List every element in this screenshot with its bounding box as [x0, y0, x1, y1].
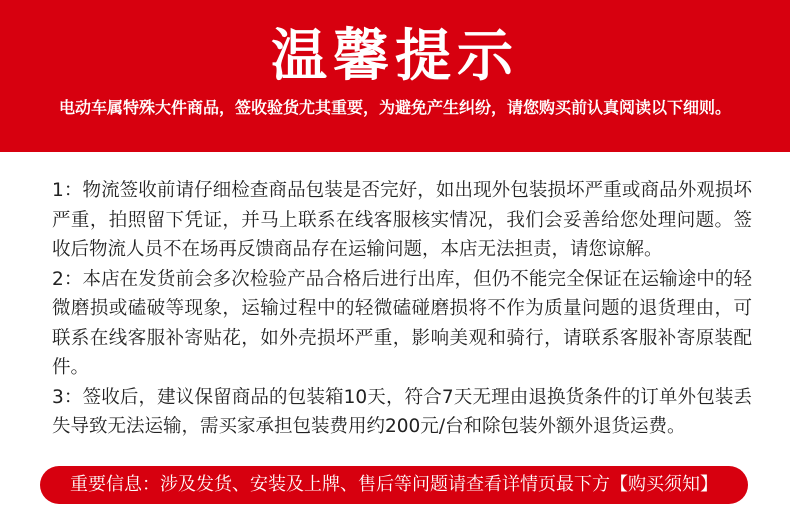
- important-info-banner: 重要信息：涉及发货、安装及上牌、售后等问题请查看详情页最下方【购买须知】: [40, 466, 748, 504]
- notice-item-2: 2：本店在发货前会多次检验产品合格后进行出库，但仍不能完全保证在运输途中的轻微磨损或磕破等现象，运输过程中的轻微磕碰磨损将不作为质量问题的退货理由，可联系在线客服补寄贴花，如外壳损坏严重，影响美观和骑行，请联系客服补寄原装配件。: [52, 268, 752, 378]
- notice-item-1: 1：物流签收前请仔细检查商品包装是否完好，如出现外包装损坏严重或商品外观损坏严重，拍照留下凭证，并马上联系在线客服核实情况，我们会妥善给您处理问题。签收后物流人员不在场再反馈商品存在运输问题，本店无法担责，请您谅解。: [52, 180, 752, 260]
- header-subtitle: 电动车属特殊大件商品，签收验货尤其重要，为避免产生纠纷，请您购买前认真阅读以下细则。: [58, 98, 731, 117]
- notice-list: [52, 176, 752, 442]
- header-banner: [0, 0, 790, 152]
- notice-item-3: 3：签收后，建议保留商品的包装箱10天，符合7天无理由退换货条件的订单外包装丢失导致无法运输，需买家承担包装费用约200元/台和除包装外额外退货运费。: [52, 386, 752, 437]
- page-title: 温馨提示: [271, 24, 519, 89]
